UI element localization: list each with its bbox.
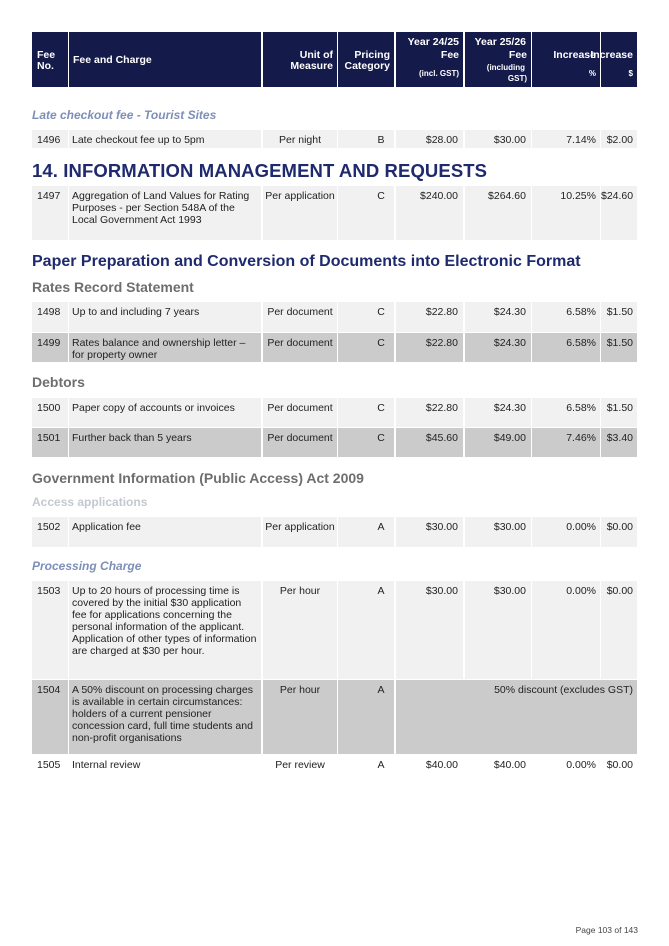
row-description: Up to 20 hours of processing time is covered by the initial $30 application fee for applications concerning the personal information of the applicant. Application of other types of information are charged at $30 per hour. [69,581,261,679]
header-y1-sub: (incl. GST) [419,69,459,78]
section-rates-record: Rates Record Statement [32,279,194,295]
row-category: A [338,517,394,547]
row-category: C [338,186,394,240]
header-fee-and-charge [69,32,261,87]
row-fee-2425: $22.80 [396,302,463,332]
page-number: Page 103 of 143 [575,925,638,935]
table-row [32,302,637,332]
row-increase-dol: $24.60 [601,186,637,240]
row-fee-2526: $264.60 [465,186,531,240]
row-fee-2425: $40.00 [425,759,458,771]
row-fee-no: 1496 [32,130,68,148]
row-description: Late checkout fee up to 5pm [69,130,261,148]
row-fee-2425: $30.00 [396,581,463,679]
row-increase-pct: 6.58% [532,333,600,362]
header-y1-line2: Fee [440,49,459,61]
table-row [32,130,637,148]
row-unit: Per hour [263,680,337,754]
row-fee-no: 1498 [32,302,68,332]
header-fee-and-charge-label: Fee and Charge [73,54,152,66]
header-inc-pct-sub: % [588,69,596,78]
table-row [32,428,637,457]
row-increase-pct: 6.58% [532,302,600,332]
row-fee-2526: $30.00 [465,581,531,679]
row-category: A [338,680,394,754]
row-category: A [377,759,385,771]
table-row [32,755,637,773]
row-fee-no: 1505 [37,759,61,771]
row-increase-pct: 7.46% [532,428,600,457]
row-increase-dol: $3.40 [601,428,637,457]
header-y2-line1: Year 25/26 [474,36,526,48]
row-category: A [338,581,394,679]
row-fee-2526: $40.00 [493,759,526,771]
header-unit-line2: Measure [290,60,333,72]
section-late-checkout: Late checkout fee - Tourist Sites [32,108,217,122]
header-fee-no-line2: No. [37,60,54,72]
row-increase-pct: 7.14% [532,130,600,148]
header-year-24-25 [396,32,463,87]
table-row [32,398,637,427]
header-y2-line2: Fee [508,49,527,61]
row-unit: Per document [263,302,337,332]
row-fee-2526: $24.30 [465,398,531,427]
row-fee-2425: $22.80 [396,398,463,427]
row-unit: Per hour [263,581,337,679]
row-description: Aggregation of Land Values for Rating Purposes - per Section 548A of the Local Government Act 1993 [69,186,261,240]
row-description: Application fee [69,517,261,547]
header-inc-pct-label: Increase [553,49,596,61]
row-increase-pct: 6.58% [532,398,600,427]
row-fee-no: 1504 [32,680,68,754]
row-description: A 50% discount on processing charges is available in certain circumstances: holders of a current pensioner concession card, full time students and non-profit organisations [69,680,261,754]
row-fee-2425: $45.60 [396,428,463,457]
row-fee-no: 1502 [32,517,68,547]
table-header [32,32,637,87]
row-fee-no: 1501 [32,428,68,457]
header-year-25-26 [465,32,531,87]
row-fee-2425: $22.80 [396,333,463,362]
row-unit: Per document [263,428,337,457]
table-row [32,680,637,754]
row-increase-dol: $0.00 [606,759,633,771]
row-fee-2526: $30.00 [465,130,531,148]
row-unit: Per review [275,759,325,771]
row-description: Paper copy of accounts or invoices [69,398,261,427]
row-fee-2526: $24.30 [465,333,531,362]
header-fee-no-line1: Fee [37,49,56,61]
section-access-applications: Access applications [32,495,148,509]
section-debtors: Debtors [32,374,85,390]
header-fee-no [32,32,68,87]
header-pricing [338,32,394,87]
row-fee-no: 1499 [32,333,68,362]
row-category: C [338,333,394,362]
row-fee-2526: $24.30 [465,302,531,332]
header-pricing-line1: Pricing [354,49,390,61]
row-fee-2425: $240.00 [396,186,463,240]
row-category: C [338,398,394,427]
row-fee-no: 1497 [32,186,68,240]
row-increase-pct: 0.00% [532,517,600,547]
header-unit-line1: Unit of [299,49,333,61]
row-description: Further back than 5 years [69,428,261,457]
row-increase-pct: 10.25% [532,186,600,240]
row-fee-2526: $30.00 [465,517,531,547]
table-row [32,581,637,679]
row-discount-note: 50% discount (excludes GST) [396,680,637,754]
row-fee-no: 1503 [32,581,68,679]
header-pricing-line2: Category [344,60,390,72]
header-inc-dol-sub: $ [628,69,633,78]
header-increase-dol [590,32,637,87]
row-increase-dol: $0.00 [601,517,637,547]
row-unit: Per document [263,398,337,427]
row-fee-2425: $28.00 [396,130,463,148]
row-unit: Per application [263,517,337,547]
row-increase-dol: $1.50 [601,333,637,362]
row-increase-dol: $1.50 [601,302,637,332]
header-y1-line1: Year 24/25 [407,36,459,48]
row-increase-dol: $1.50 [601,398,637,427]
table-row [32,333,637,362]
section-processing-charge: Processing Charge [32,559,142,573]
header-y2-sub1: (including [486,63,525,72]
header-y2-sub2: GST) [507,74,527,83]
row-increase-dol: $2.00 [601,130,637,148]
row-category: B [338,130,394,148]
table-row [32,517,637,547]
header-unit [263,32,337,87]
row-unit: Per document [263,333,337,362]
row-description: Internal review [72,759,141,771]
section-paper-preparation: Paper Preparation and Conversion of Documents into Electronic Format [32,253,581,270]
row-description: Rates balance and ownership letter – for property owner [69,333,261,362]
row-unit: Per application [263,186,337,240]
row-category: C [338,302,394,332]
section-info-management: 14. INFORMATION MANAGEMENT AND REQUESTS [32,160,488,181]
table-row [32,186,637,240]
section-gipa: Government Information (Public Access) Act 2009 [32,470,364,486]
row-unit: Per night [263,130,337,148]
header-inc-dol-label: Increase [590,49,633,61]
row-category: C [338,428,394,457]
row-fee-2425: $30.00 [396,517,463,547]
row-increase-pct: 0.00% [566,759,596,771]
row-description: Up to and including 7 years [69,302,261,332]
row-increase-pct: 0.00% [532,581,600,679]
row-fee-no: 1500 [32,398,68,427]
row-increase-dol: $0.00 [601,581,637,679]
row-fee-2526: $49.00 [465,428,531,457]
